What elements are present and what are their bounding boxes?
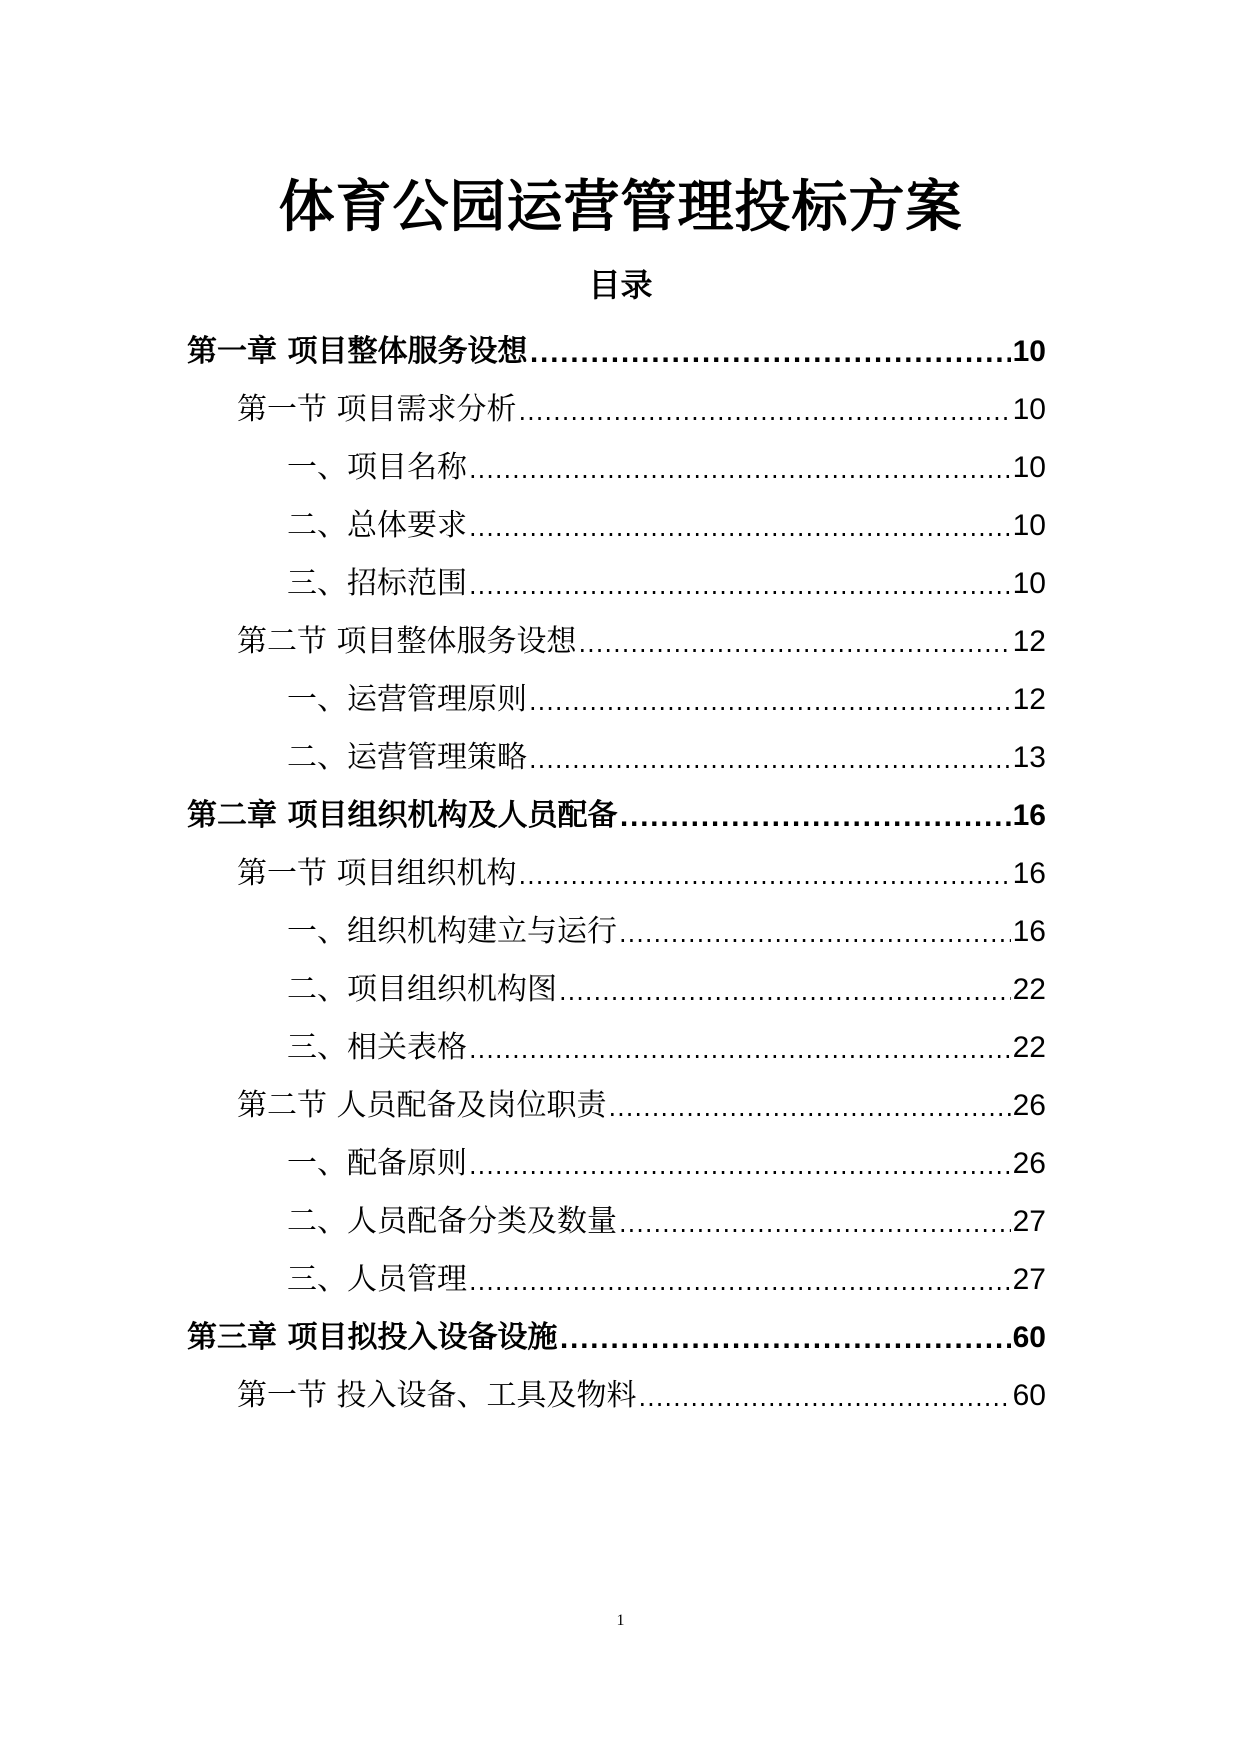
toc-entry-page: 12 — [1012, 683, 1046, 716]
toc-dot-leader — [469, 455, 1011, 495]
toc-entry[interactable] — [287, 1195, 1046, 1249]
toc-entry-label: 第二节 人员配备及岗位职责 — [237, 1088, 607, 1123]
toc-entry-page: 60 — [1012, 1321, 1046, 1354]
toc-dot-leader — [469, 571, 1011, 611]
toc-entry-label: 二、人员配备分类及数量 — [287, 1204, 617, 1239]
toc-dot-leader — [519, 397, 1011, 437]
toc-entry-page: 10 — [1012, 451, 1046, 484]
toc-dot-leader — [469, 513, 1011, 553]
toc-entry-label: 二、项目组织机构图 — [287, 972, 557, 1007]
toc-dot-leader — [619, 803, 1010, 843]
toc-entry[interactable] — [187, 789, 1046, 843]
toc-entry-label: 二、运营管理策略 — [287, 740, 527, 775]
toc-entry-page: 16 — [1012, 857, 1046, 890]
toc-entry[interactable] — [287, 1021, 1046, 1075]
toc-entry-label: 一、组织机构建立与运行 — [287, 914, 617, 949]
toc-entry[interactable] — [287, 499, 1046, 553]
toc-entry-page: 10 — [1012, 393, 1046, 426]
toc-dot-leader — [609, 1093, 1011, 1133]
document-title: 体育公园运营管理投标方案 — [278, 175, 963, 240]
toc-entry[interactable] — [287, 963, 1046, 1017]
toc-entry-page: 12 — [1012, 625, 1046, 658]
toc-dot-leader — [639, 1383, 1011, 1423]
toc-dot-leader — [529, 687, 1011, 727]
toc-entry[interactable] — [287, 673, 1046, 727]
toc-entry-label: 第一节 项目组织机构 — [237, 856, 517, 891]
toc-dot-leader — [619, 1209, 1011, 1249]
toc-entry-page: 22 — [1012, 973, 1046, 1006]
toc-entry-label: 三、人员管理 — [287, 1262, 467, 1297]
toc-dot-leader — [529, 339, 1010, 379]
toc-entry-label: 一、配备原则 — [287, 1146, 467, 1181]
toc-dot-leader — [579, 629, 1011, 669]
toc-entry-page: 22 — [1012, 1031, 1046, 1064]
toc-entry[interactable] — [287, 731, 1046, 785]
toc-entry-label: 三、招标范围 — [287, 566, 467, 601]
toc-entry-page: 13 — [1012, 741, 1046, 774]
toc-entry-label: 第三章 项目拟投入设备设施 — [187, 1320, 558, 1355]
toc-entry[interactable] — [237, 1369, 1046, 1423]
toc-entry[interactable] — [287, 557, 1046, 611]
toc-entry-label: 二、总体要求 — [287, 508, 467, 543]
toc-entry-page: 27 — [1012, 1263, 1046, 1296]
toc-entry[interactable] — [237, 847, 1046, 901]
toc-dot-leader — [559, 977, 1011, 1017]
page-number: 1 — [616, 1612, 625, 1629]
toc-entry-label: 第一节 投入设备、工具及物料 — [237, 1378, 637, 1413]
toc-entry[interactable] — [287, 441, 1046, 495]
toc-entry-page: 16 — [1012, 799, 1046, 832]
toc-entry-label: 第二章 项目组织机构及人员配备 — [187, 798, 618, 833]
toc-entry-label: 一、项目名称 — [287, 450, 467, 485]
toc-dot-leader — [529, 745, 1011, 785]
toc-entry-page: 60 — [1012, 1379, 1046, 1412]
toc-entry-label: 三、相关表格 — [287, 1030, 467, 1065]
toc-heading: 目录 — [588, 266, 653, 304]
toc-entry[interactable] — [287, 1137, 1046, 1191]
toc-dot-leader — [469, 1035, 1011, 1075]
toc-entry-label: 一、运营管理原则 — [287, 682, 527, 717]
toc-entry-page: 10 — [1012, 509, 1046, 542]
toc-entry[interactable] — [187, 1311, 1046, 1365]
toc-entry-page: 16 — [1012, 915, 1046, 948]
toc-entry-page: 10 — [1012, 567, 1046, 600]
toc-entry[interactable] — [287, 905, 1046, 959]
toc-dot-leader — [469, 1267, 1011, 1307]
toc-entry[interactable] — [187, 325, 1046, 379]
toc-entry[interactable] — [237, 615, 1046, 669]
toc-entry-label: 第一节 项目需求分析 — [237, 392, 517, 427]
toc-dot-leader — [619, 919, 1011, 959]
toc-entry-page: 27 — [1012, 1205, 1046, 1238]
toc-entry-page: 26 — [1012, 1147, 1046, 1180]
toc-dot-leader — [469, 1151, 1011, 1191]
toc-dot-leader — [519, 861, 1011, 901]
toc-entry-page: 10 — [1012, 335, 1046, 368]
toc-entry[interactable] — [287, 1253, 1046, 1307]
toc-entry-page: 26 — [1012, 1089, 1046, 1122]
toc-entry[interactable] — [237, 383, 1046, 437]
toc-entry-label: 第一章 项目整体服务设想 — [187, 334, 528, 369]
toc-entry[interactable] — [237, 1079, 1046, 1133]
toc-entry-label: 第二节 项目整体服务设想 — [237, 624, 577, 659]
toc-dot-leader — [559, 1325, 1010, 1365]
